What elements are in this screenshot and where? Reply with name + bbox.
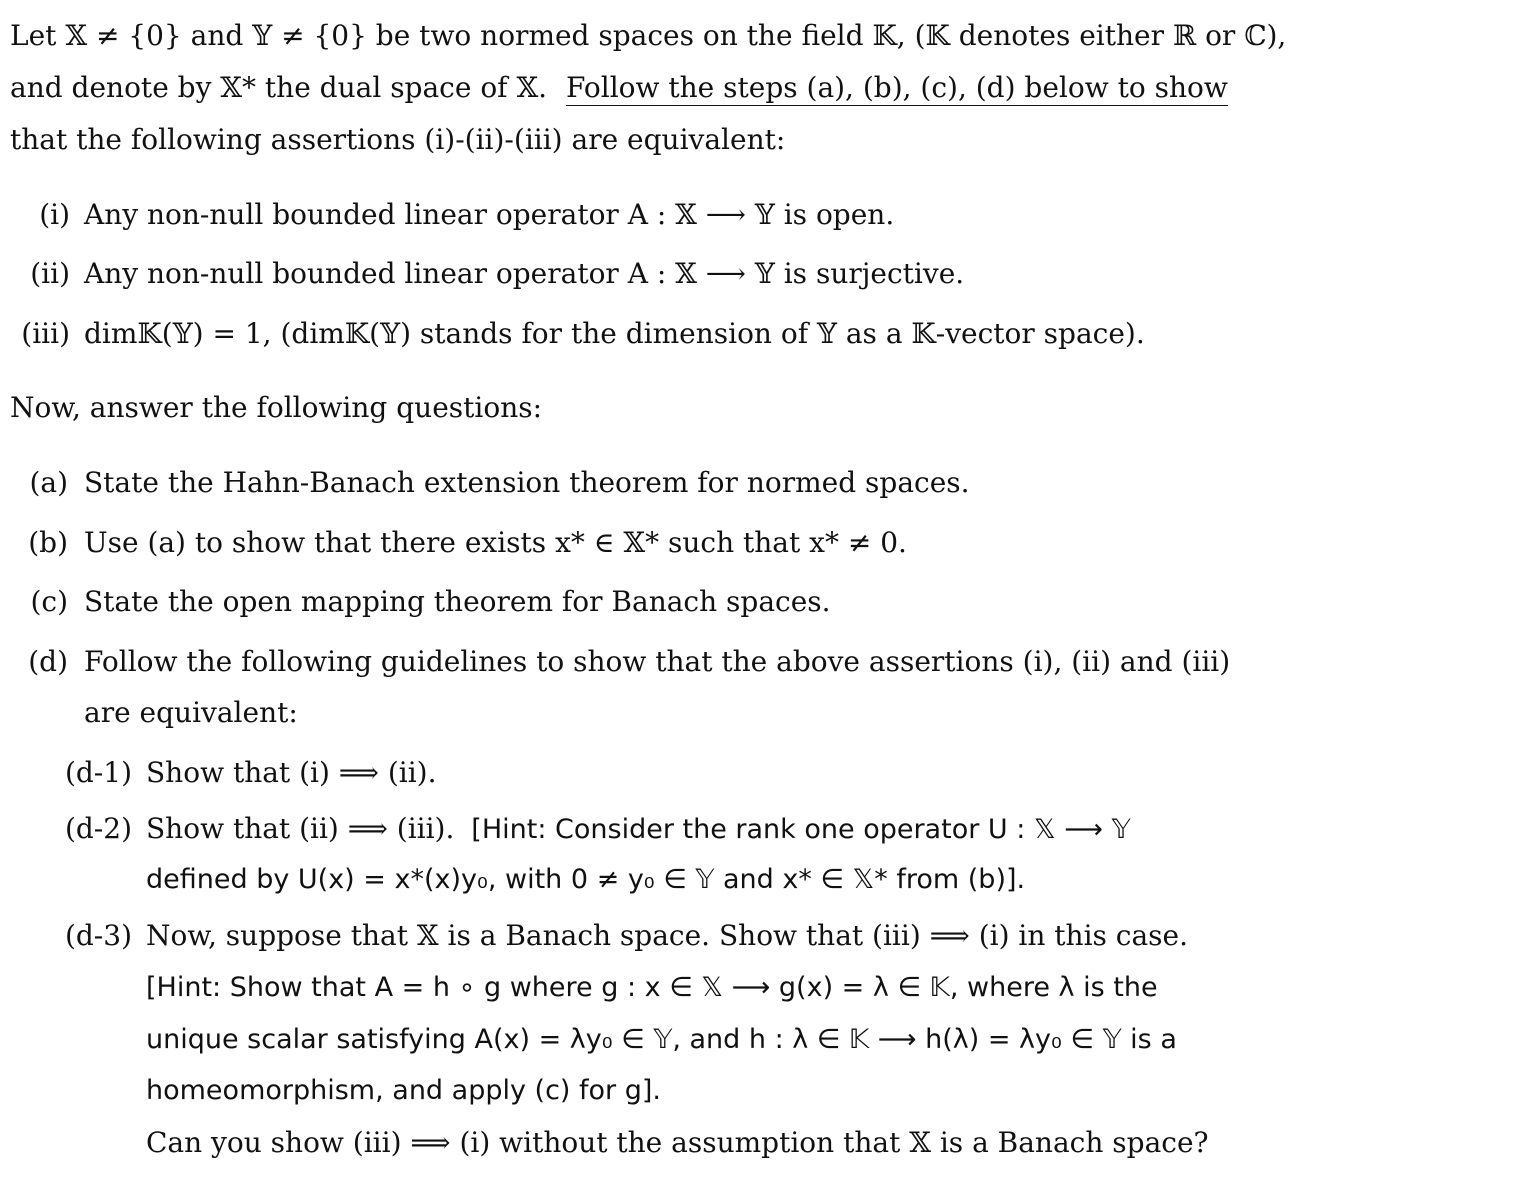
question-label-a: (a)	[29, 466, 68, 499]
subquestion-d3-hint-a: [Hint: Show that A = h ∘ g where g : x ∈ 𝕏 ⟶ g(x) = λ ∈ 𝕂, where λ is the	[146, 972, 1158, 1003]
question-label-d: (d)	[28, 645, 68, 678]
subquestion-text-d3: Now, suppose that 𝕏 is a Banach space. Show that (iii) ⟹ (i) in this case.	[146, 919, 1189, 952]
subquestion-label-d1: (d-1)	[64, 756, 132, 789]
subquestion-d3-hint-c: homeomorphism, and apply (c) for g].	[146, 1075, 661, 1106]
subquestion-label-d2: (d-2)	[64, 812, 132, 845]
assertion-text-i: Any non-null bounded linear operator A : 𝕏 ⟶ 𝕐 is open.	[84, 198, 895, 231]
intro-line-2b-underlined: Follow the steps (a), (b), (c), (d) below to show	[565, 71, 1228, 104]
question-text-c: State the open mapping theorem for Banach spaces.	[84, 585, 831, 618]
subquestion-d3-final: Can you show (iii) ⟹ (i) without the assumption that 𝕏 is a Banach space?	[146, 1126, 1209, 1159]
intro-line-1: Let 𝕏 ≠ {0} and 𝕐 ≠ {0} be two normed spaces on the field 𝕂, (𝕂 denotes either ℝ or ℂ),	[10, 19, 1287, 52]
intro-line-3: that the following assertions (i)-(ii)-(iii) are equivalent:	[10, 123, 786, 156]
subquestion-text-d2	[146, 811, 1131, 848]
subquestion-d2-hint-b: defined by U(x) = x*(x)y₀, with 0 ≠ y₀ ∈ 𝕐 and x* ∈ 𝕏* from (b)].	[146, 864, 1026, 895]
subquestion-label-d3: (d-3)	[64, 919, 132, 952]
question-text-d: Follow the following guidelines to show that the above assertions (i), (ii) and (iii)	[84, 645, 1231, 678]
question-label-b: (b)	[28, 526, 68, 559]
question-text-d-cont: are equivalent:	[84, 696, 298, 729]
question-text-a: State the Hahn-Banach extension theorem for normed spaces.	[84, 466, 970, 499]
subquestion-text-d1: Show that (i) ⟹ (ii).	[146, 756, 437, 789]
assertion-label-ii: (ii)	[30, 257, 70, 290]
assertion-label-i: (i)	[39, 198, 70, 231]
assertion-label-iii: (iii)	[21, 317, 70, 350]
intro-line-2	[10, 70, 1228, 106]
intro-line-2a: and denote by 𝕏* the dual space of 𝕏.	[10, 71, 548, 104]
subquestion-d2-hint-a: [Hint: Consider the rank one operator U : 𝕏 ⟶ 𝕐	[471, 814, 1131, 845]
assertion-text-ii: Any non-null bounded linear operator A : 𝕏 ⟶ 𝕐 is surjective.	[84, 257, 965, 290]
question-label-c: (c)	[30, 585, 68, 618]
question-text-b: Use (a) to show that there exists x* ∈ 𝕏* such that x* ≠ 0.	[84, 526, 907, 559]
subquestion-d2-statement: Show that (ii) ⟹ (iii).	[146, 812, 455, 845]
now-heading: Now, answer the following questions:	[10, 391, 543, 424]
assertion-text-iii: dim𝕂(𝕐) = 1, (dim𝕂(𝕐) stands for the dimension of 𝕐 as a 𝕂-vector space).	[84, 317, 1145, 350]
subquestion-d3-hint-b: unique scalar satisfying A(x) = λy₀ ∈ 𝕐, and h : λ ∈ 𝕂 ⟶ h(λ) = λy₀ ∈ 𝕐 is a	[146, 1024, 1177, 1055]
